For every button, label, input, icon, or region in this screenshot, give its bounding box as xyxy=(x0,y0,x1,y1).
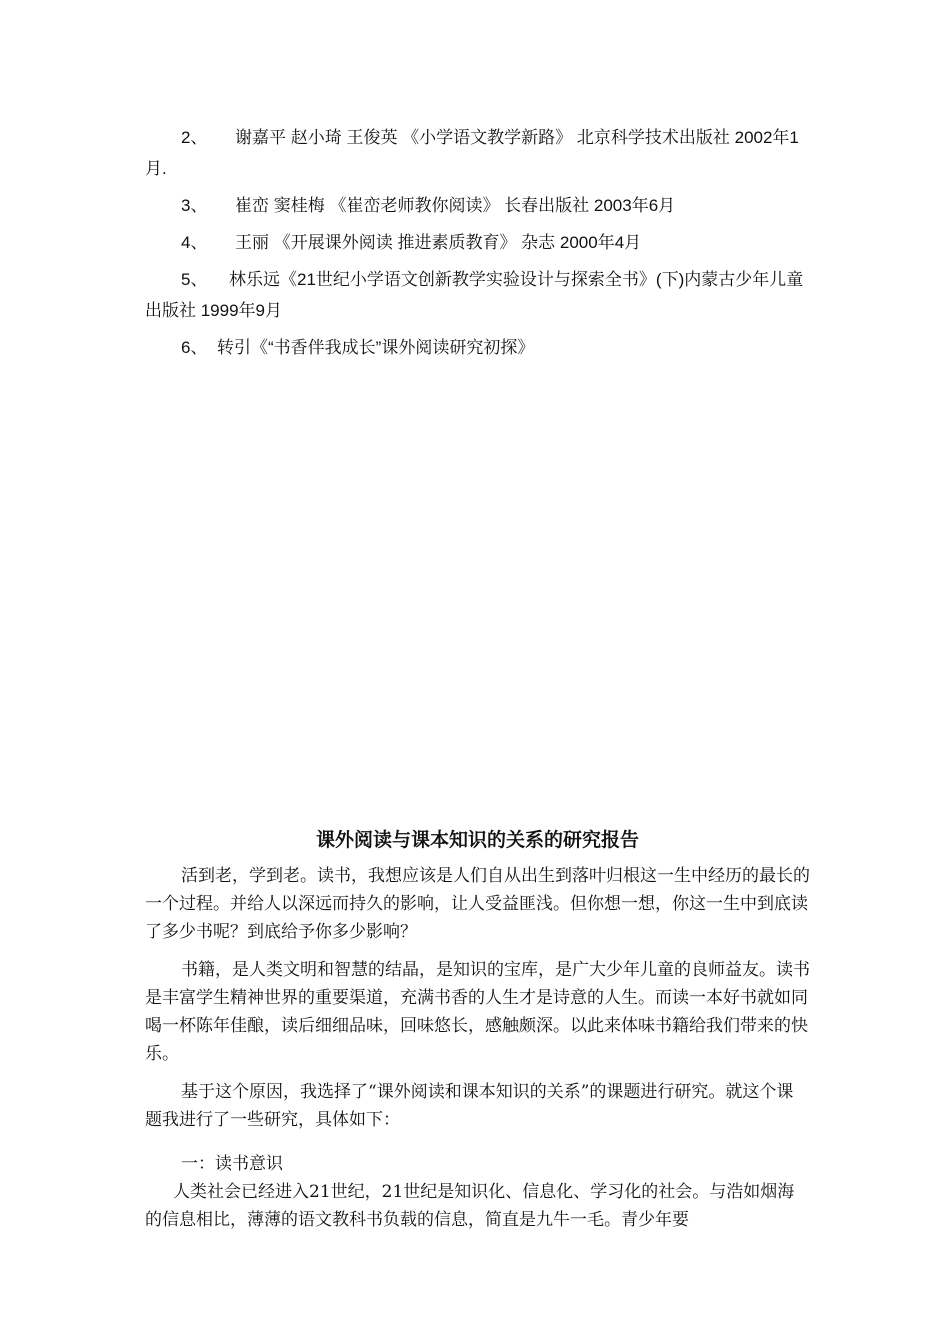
reference-number: 5、 xyxy=(181,270,208,289)
reference-item xyxy=(145,122,810,184)
reference-item xyxy=(145,332,810,363)
report-title: 课外阅读与课本知识的关系的研究报告 xyxy=(315,829,639,851)
paragraph: 基于这个原因，我选择了“课外阅读和课本知识的关系”的课题进行研究。就这个课题我进行了一些研究，具体如下： xyxy=(145,1082,794,1130)
paragraph: 人类社会已经进入21世纪，21世纪是知识化、信息化、学习化的社会。与浩如烟海的信息相比，薄薄的语文教科书负载的信息，简直是九牛一毛。青少年要 xyxy=(145,1182,795,1230)
section-heading: 一：读书意识 xyxy=(181,1154,283,1174)
reference-text: 王丽 《开展课外阅读 推进素质教育》 杂志 2000年4月 xyxy=(235,233,642,252)
reference-text: 崔峦 窦桂梅 《崔峦老师教你阅读》 长春出版社 2003年6月 xyxy=(235,196,676,215)
paragraph: 书籍，是人类文明和智慧的结晶，是知识的宝库，是广大少年儿童的良师益友。读书是丰富学生精神世界的重要渠道，充满书香的人生才是诗意的人生。而读一本好书就如同喝一杯陈年佳酿，读后细细品味，回味悠长，感触颇深。以此来体味书籍给我们带来的快乐。 xyxy=(145,960,810,1064)
paragraph: 活到老，学到老。读书，我想应该是人们自从出生到落叶归根这一生中经历的最长的一个过程。并给人以深远而持久的影响，让人受益匪浅。但你想一想，你这一生中到底读了多少书呢？到底给予你多少影响？ xyxy=(145,866,810,942)
reference-text: 谢嘉平 赵小琦 王俊英 《小学语文教学新路》 北京科学技术出版社 2002年1月. xyxy=(145,128,799,178)
reference-number: 4、 xyxy=(181,233,208,252)
reference-text: 转引《“书香伴我成长”课外阅读研究初探》 xyxy=(217,338,535,357)
reference-list xyxy=(145,122,810,369)
reference-number: 6、 xyxy=(181,338,208,357)
reference-item xyxy=(145,264,810,326)
reference-number: 2、 xyxy=(181,128,208,147)
reference-item xyxy=(145,190,810,221)
reference-number: 3、 xyxy=(181,196,208,215)
reference-text: 林乐远《21世纪小学语文创新教学实验设计与探索全书》(下)内蒙古少年儿童出版社 1999年9月 xyxy=(145,270,804,320)
report-body xyxy=(145,822,810,1244)
reference-item xyxy=(145,227,810,258)
